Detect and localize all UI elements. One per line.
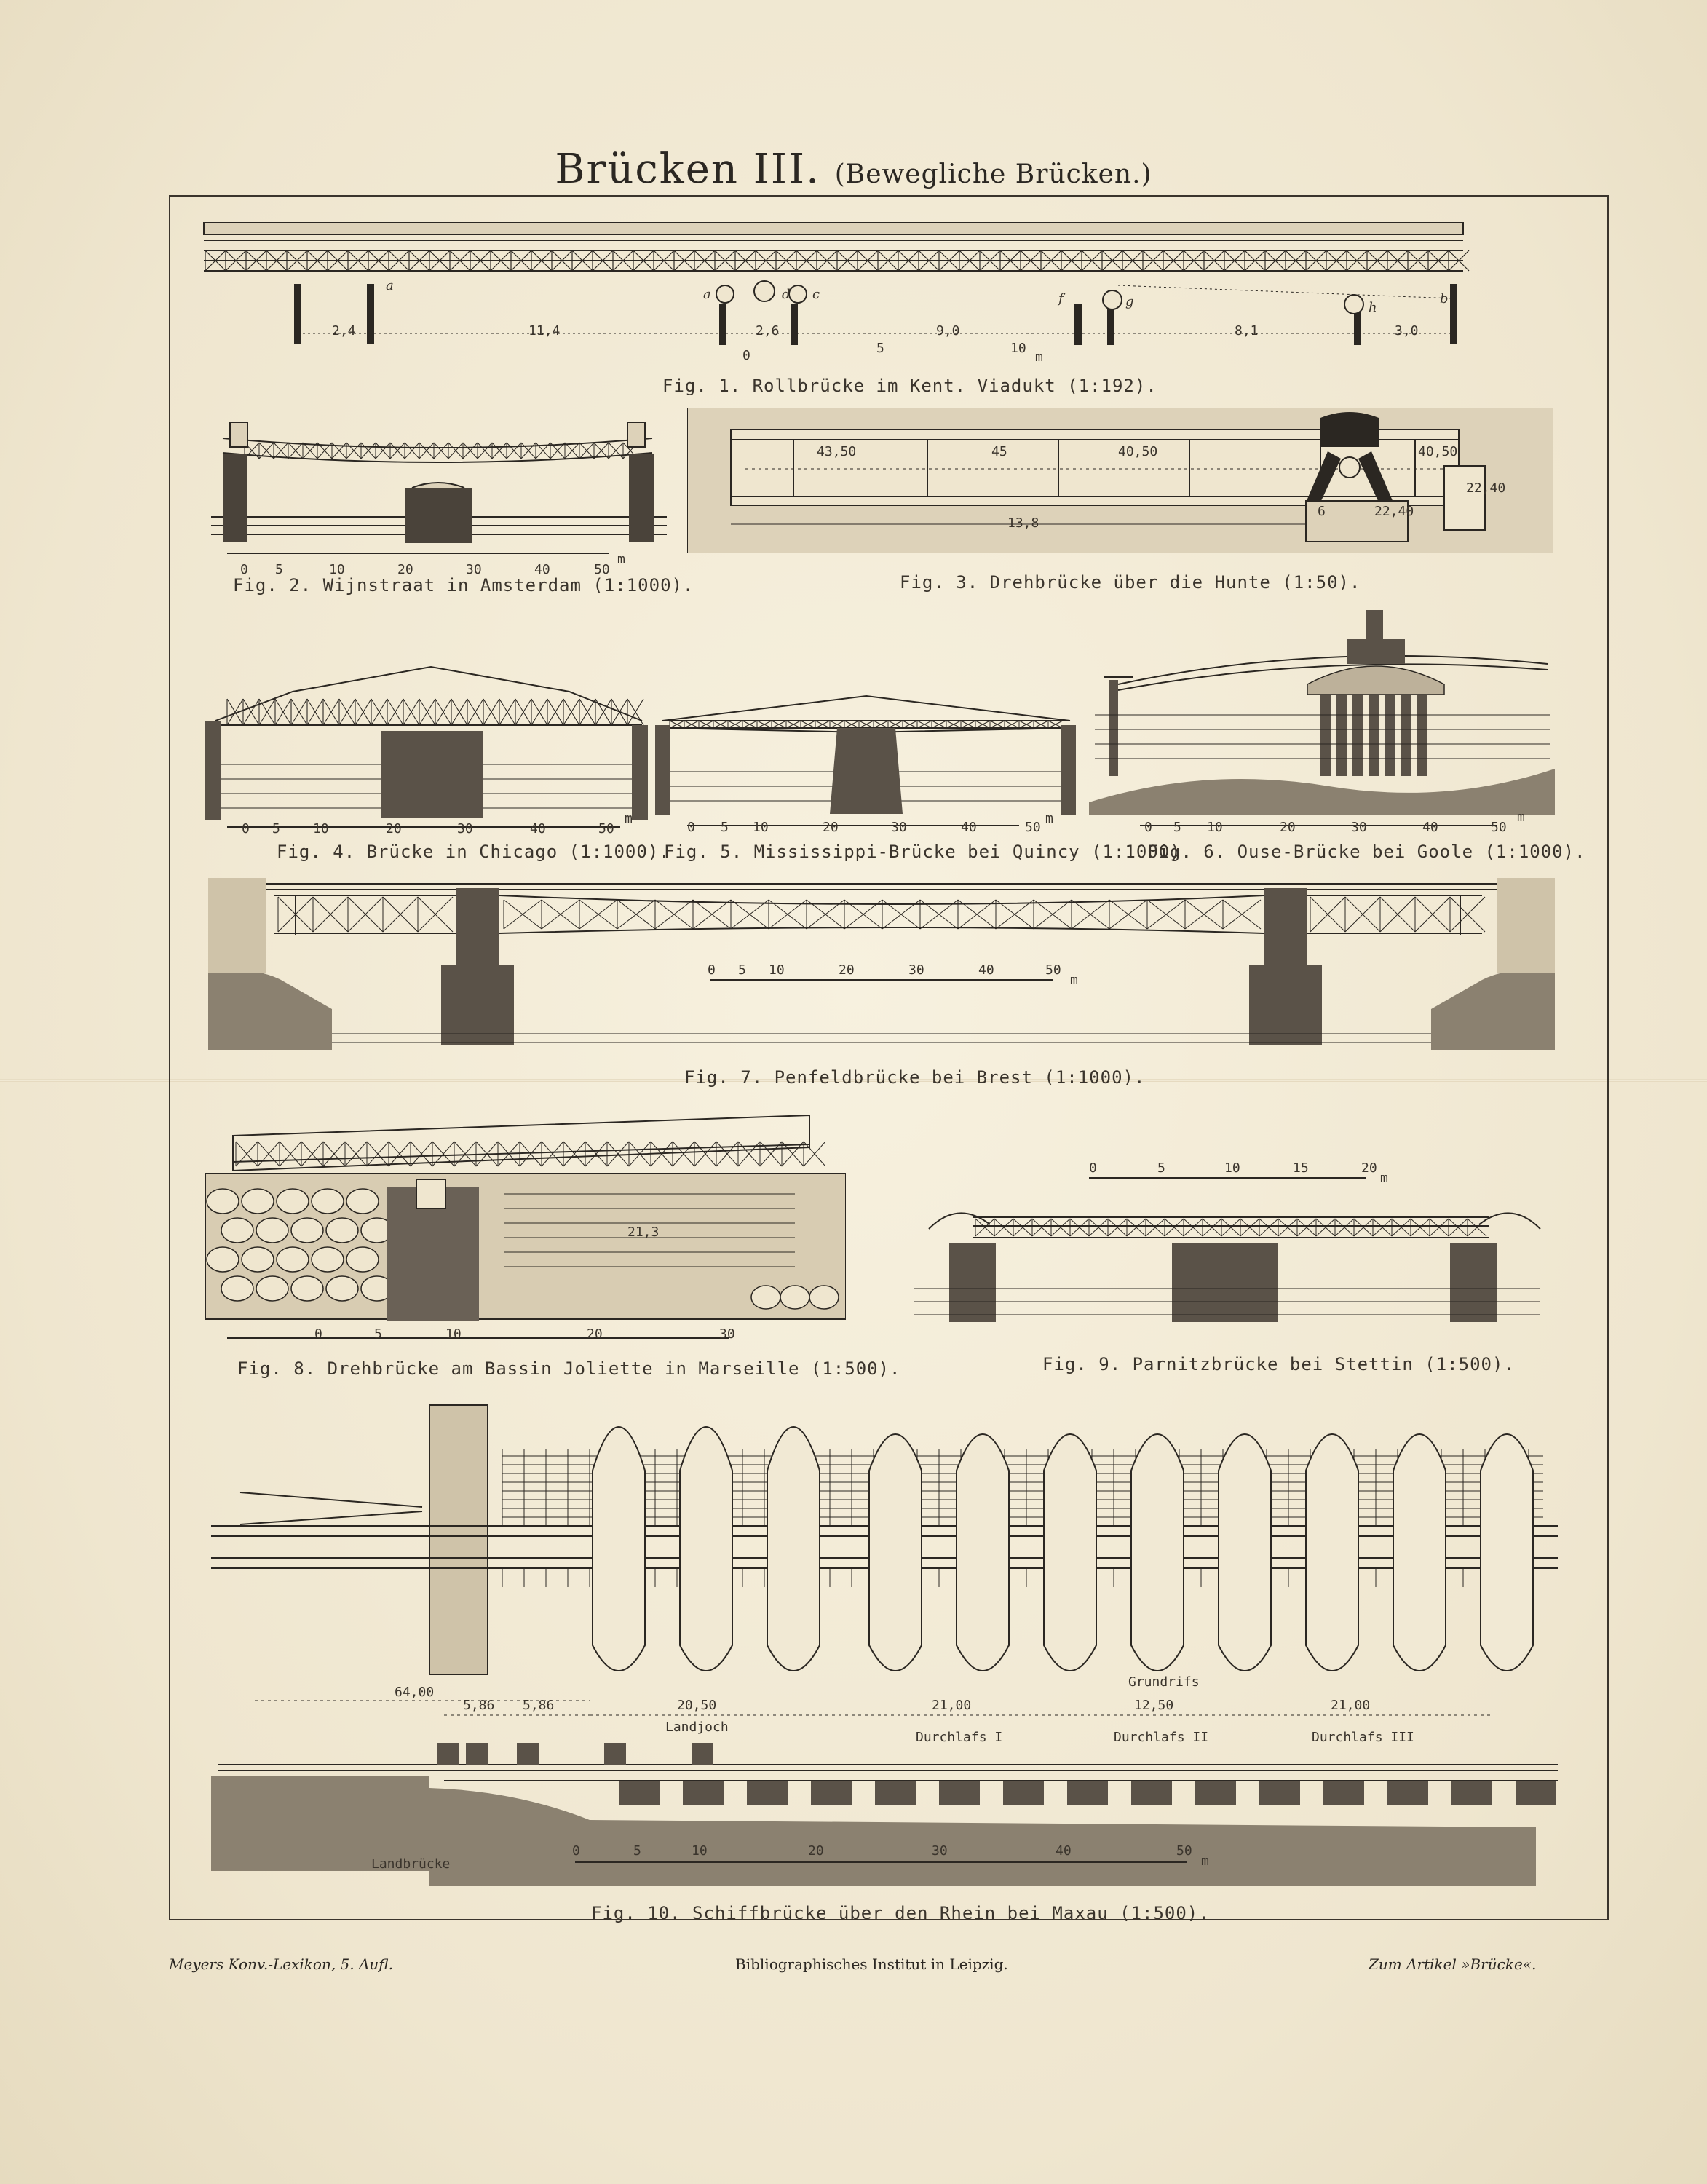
fig1-dim-6: 3,0 bbox=[1395, 323, 1419, 339]
fig5-scale-0: 0 bbox=[687, 820, 695, 835]
fig10-scale-30: 30 bbox=[932, 1843, 948, 1859]
fig10-durchlass-1: Durchlafs I bbox=[916, 1730, 1003, 1745]
figure-4 bbox=[205, 655, 657, 837]
fig2-scale-0: 0 bbox=[240, 562, 248, 577]
footer-left: Meyers Konv.-Lexikon, 5. Aufl. bbox=[169, 1955, 394, 1973]
fig6-scale-0: 0 bbox=[1144, 820, 1152, 835]
fig1-letter-h: h bbox=[1369, 300, 1377, 315]
fig8-scale-20: 20 bbox=[587, 1326, 603, 1342]
fig4-scale-40: 40 bbox=[530, 821, 546, 836]
fig7-scale-5: 5 bbox=[738, 962, 746, 978]
fig8-dim-1: 21,3 bbox=[627, 1224, 660, 1240]
fig1-dim-2: 11,4 bbox=[528, 323, 561, 339]
fig4-scale-unit: m bbox=[625, 811, 633, 826]
fig4-scale-30: 30 bbox=[457, 821, 473, 836]
fig3-dim-5: 13,8 bbox=[1007, 515, 1039, 531]
fig4-drawing bbox=[205, 655, 657, 837]
fig2-scale-40: 40 bbox=[534, 562, 550, 577]
fig7-caption: Fig. 7. Penfeldbrücke bei Brest (1:1000). bbox=[684, 1067, 1146, 1088]
footer-center: Bibliographisches Institut in Leipzig. bbox=[735, 1955, 1008, 1973]
fig5-scale-unit: m bbox=[1045, 811, 1053, 826]
fig10-durchlass-2: Durchlafs II bbox=[1114, 1730, 1209, 1745]
fig1-dim-5: 8,1 bbox=[1235, 323, 1259, 339]
fig10-drawing bbox=[211, 1383, 1565, 1893]
fig6-scale-10: 10 bbox=[1207, 820, 1223, 835]
fig10-landbruecke: Landbrücke bbox=[371, 1856, 451, 1872]
fig4-scale-0: 0 bbox=[242, 821, 250, 836]
fig1-scale-0: 0 bbox=[742, 348, 750, 363]
figure-1 bbox=[201, 218, 1475, 393]
fig5-scale-50: 50 bbox=[1025, 820, 1041, 835]
fig7-scale-50: 50 bbox=[1045, 962, 1061, 978]
fig10-durchlass-3: Durchlafs III bbox=[1312, 1730, 1414, 1745]
fig9-scale-10: 10 bbox=[1224, 1160, 1240, 1176]
fig3-dim-6: 22,40 bbox=[1466, 480, 1506, 496]
fig3-dim-3: 40,50 bbox=[1118, 444, 1158, 459]
figure-10 bbox=[211, 1383, 1565, 1893]
fig3-dim-8: 6 bbox=[1318, 504, 1326, 519]
fig5-scale-5: 5 bbox=[721, 820, 729, 835]
fig5-scale-30: 30 bbox=[891, 820, 907, 835]
fig6-scale-5: 5 bbox=[1173, 820, 1181, 835]
fig1-dim-1: 2,4 bbox=[332, 323, 356, 339]
fig8-scale-5: 5 bbox=[374, 1326, 382, 1342]
fig1-letter-a: a bbox=[386, 278, 394, 293]
fig4-scale-5: 5 bbox=[272, 821, 280, 836]
fig1-letter-g: g bbox=[1125, 294, 1134, 309]
fig2-scale-20: 20 bbox=[397, 562, 413, 577]
fig5-drawing bbox=[655, 684, 1077, 837]
figure-8 bbox=[205, 1107, 846, 1347]
fig7-scale-40: 40 bbox=[978, 962, 994, 978]
fig1-scale-5: 5 bbox=[876, 341, 884, 356]
fig1-letter-c: c bbox=[812, 287, 820, 302]
fig3-drawing bbox=[687, 408, 1553, 553]
footer-right: Zum Artikel »Brücke«. bbox=[1369, 1955, 1537, 1973]
fig5-scale-20: 20 bbox=[823, 820, 839, 835]
fig9-scale-unit: m bbox=[1380, 1171, 1388, 1186]
fig1-dim-4: 9,0 bbox=[936, 323, 960, 339]
figure-7 bbox=[208, 878, 1555, 1053]
fig10-scale-0: 0 bbox=[572, 1843, 580, 1859]
fig4-scale-50: 50 bbox=[598, 821, 614, 836]
fig10-landjoch: Landjoch bbox=[665, 1720, 729, 1735]
title-main: Brücken III. bbox=[555, 146, 820, 193]
fig10-scale-5: 5 bbox=[633, 1843, 641, 1859]
fig10-grundriss: Grundrifs bbox=[1128, 1674, 1200, 1690]
fig6-scale-40: 40 bbox=[1422, 820, 1438, 835]
fig9-scale-5: 5 bbox=[1157, 1160, 1165, 1176]
fig10-scale-unit: m bbox=[1201, 1853, 1209, 1869]
fig7-scale-20: 20 bbox=[839, 962, 855, 978]
fig1-drawing bbox=[201, 218, 1475, 393]
fig8-drawing bbox=[205, 1107, 846, 1347]
fig2-drawing bbox=[201, 400, 674, 575]
fig2-scale-50: 50 bbox=[594, 562, 610, 577]
fig8-caption: Fig. 8. Drehbrücke am Bassin Joliette in Marseille (1:500). bbox=[237, 1358, 901, 1379]
fig2-scale-10: 10 bbox=[329, 562, 345, 577]
fig10-scale-40: 40 bbox=[1056, 1843, 1072, 1859]
figure-2 bbox=[201, 400, 674, 575]
fig3-caption: Fig. 3. Drehbrücke über die Hunte (1:50). bbox=[900, 572, 1361, 593]
fig1-scale-unit: m bbox=[1035, 349, 1043, 365]
fig6-drawing bbox=[1089, 604, 1555, 837]
fig10-dim-3: 5,86 bbox=[523, 1698, 555, 1713]
figure-5 bbox=[655, 684, 1077, 837]
fig2-scale-30: 30 bbox=[466, 562, 482, 577]
fig10-scale-50: 50 bbox=[1176, 1843, 1192, 1859]
fig10-dim-1: 64,00 bbox=[395, 1685, 435, 1700]
fig9-drawing bbox=[914, 1153, 1555, 1335]
fig1-letter-b: b bbox=[1440, 291, 1449, 306]
page-title bbox=[0, 146, 1707, 193]
fig7-scale-10: 10 bbox=[769, 962, 785, 978]
fig4-caption: Fig. 4. Brücke in Chicago (1:1000). bbox=[277, 842, 670, 862]
fig6-caption: Fig. 6. Ouse-Brücke bei Goole (1:1000). bbox=[1147, 842, 1586, 862]
fig7-drawing bbox=[208, 878, 1555, 1053]
fig10-dim-6: 12,50 bbox=[1134, 1698, 1174, 1713]
fig8-scale-10: 10 bbox=[445, 1326, 462, 1342]
fig2-caption: Fig. 2. Wijnstraat in Amsterdam (1:1000). bbox=[233, 575, 694, 596]
fig3-dim-1: 43,50 bbox=[817, 444, 857, 459]
fig1-letter-a2: a bbox=[703, 287, 711, 302]
fig1-letter-f: f bbox=[1058, 291, 1064, 306]
fig3-dim-7: 22,40 bbox=[1374, 504, 1414, 519]
fig9-scale-15: 15 bbox=[1293, 1160, 1309, 1176]
fig2-scale-5: 5 bbox=[275, 562, 283, 577]
fig4-scale-20: 20 bbox=[386, 821, 402, 836]
fig10-dim-5: 21,00 bbox=[932, 1698, 972, 1713]
fig7-scale-0: 0 bbox=[708, 962, 716, 978]
fig10-caption: Fig. 10. Schiffbrücke über den Rhein bei Maxau (1:500). bbox=[591, 1903, 1210, 1923]
fig1-dim-3: 2,6 bbox=[756, 323, 780, 339]
fig6-scale-30: 30 bbox=[1351, 820, 1367, 835]
fig1-letter-d: d bbox=[782, 287, 791, 302]
fig10-scale-10: 10 bbox=[692, 1843, 708, 1859]
fig9-scale-20: 20 bbox=[1361, 1160, 1377, 1176]
fig8-scale-0: 0 bbox=[314, 1326, 322, 1342]
title-sub: (Bewegliche Brücken.) bbox=[834, 159, 1152, 189]
fig7-scale-unit: m bbox=[1070, 973, 1078, 988]
figure-3 bbox=[687, 408, 1553, 553]
fig10-dim-2: 5,86 bbox=[463, 1698, 495, 1713]
fig6-scale-50: 50 bbox=[1491, 820, 1507, 835]
fig7-scale-30: 30 bbox=[908, 962, 924, 978]
fig9-scale-0: 0 bbox=[1089, 1160, 1097, 1176]
fig6-scale-unit: m bbox=[1517, 810, 1525, 825]
fig10-dim-7: 21,00 bbox=[1331, 1698, 1371, 1713]
fig10-dim-4: 20,50 bbox=[677, 1698, 717, 1713]
fig10-scale-20: 20 bbox=[808, 1843, 824, 1859]
fig8-scale-30: 30 bbox=[719, 1326, 735, 1342]
fig9-caption: Fig. 9. Parnitzbrücke bei Stettin (1:500). bbox=[1042, 1354, 1515, 1374]
figure-6 bbox=[1089, 604, 1555, 837]
fig4-scale-10: 10 bbox=[313, 821, 329, 836]
fig5-scale-40: 40 bbox=[961, 820, 977, 835]
fig5-caption: Fig. 5. Mississippi-Brücke bei Quincy (1:1000). bbox=[664, 842, 1193, 862]
fig5-scale-10: 10 bbox=[753, 820, 769, 835]
fig6-scale-20: 20 bbox=[1280, 820, 1296, 835]
fig3-dim-4: 40,50 bbox=[1418, 444, 1458, 459]
fig2-scale-unit: m bbox=[617, 552, 625, 567]
figure-9 bbox=[914, 1153, 1555, 1335]
fig1-scale-10: 10 bbox=[1010, 341, 1026, 356]
fig1-caption: Fig. 1. Rollbrücke im Kent. Viadukt (1:192). bbox=[662, 376, 1157, 396]
fig3-dim-2: 45 bbox=[991, 444, 1007, 459]
